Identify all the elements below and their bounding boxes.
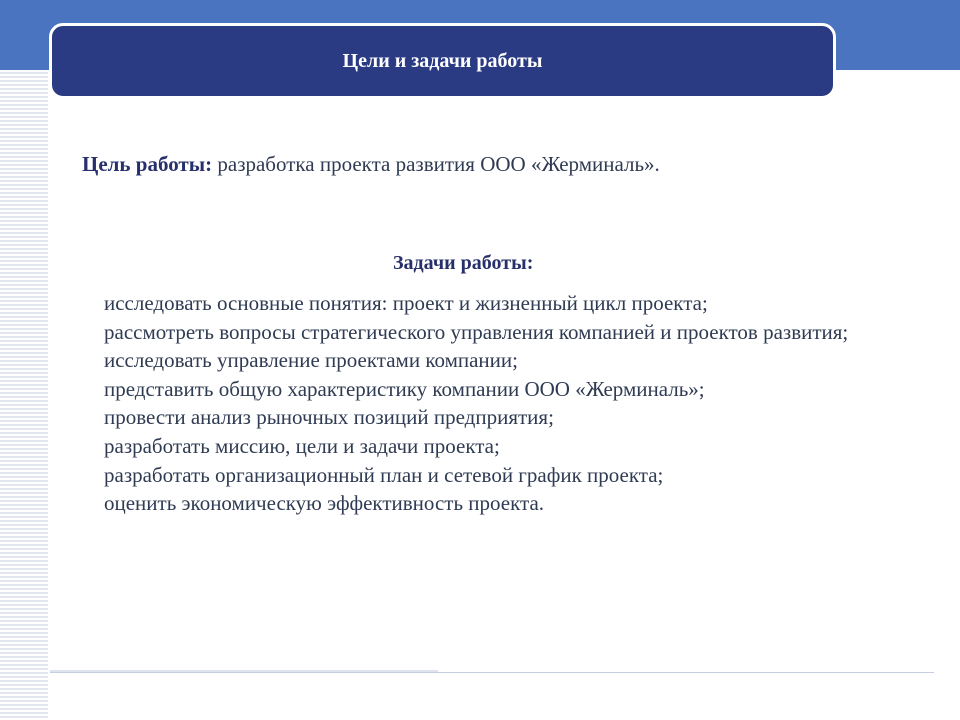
goal-label: Цель работы: [82, 152, 213, 176]
task-item: провести анализ рыночных позиций предприятия; [104, 405, 554, 430]
task-item: исследовать управление проектами компании; [104, 348, 518, 373]
left-striped-margin [0, 70, 48, 720]
slide-title: Цели и задачи работы [342, 49, 543, 72]
task-item: исследовать основные понятия: проект и жизненный цикл проекта; [104, 291, 708, 315]
task-item: рассмотреть вопросы стратегического управления компанией и проектов развития; [104, 319, 849, 344]
task-item: разработать организационный план и сетевой график проекта; [104, 462, 664, 487]
tasks-heading: Задачи работы: [393, 252, 534, 274]
tasks-list [104, 289, 904, 518]
goal-text: разработка проекта развития ООО «Жерминаль». [212, 152, 660, 176]
footer-divider [50, 672, 934, 673]
task-item: представить общую характеристику компании ООО «Жерминаль»; [104, 376, 705, 401]
task-item: разработать миссию, цели и задачи проекта; [104, 433, 500, 458]
goal-statement [82, 152, 660, 177]
task-item: оценить экономическую эффективность проекта. [104, 491, 545, 516]
title-bar [49, 23, 836, 99]
